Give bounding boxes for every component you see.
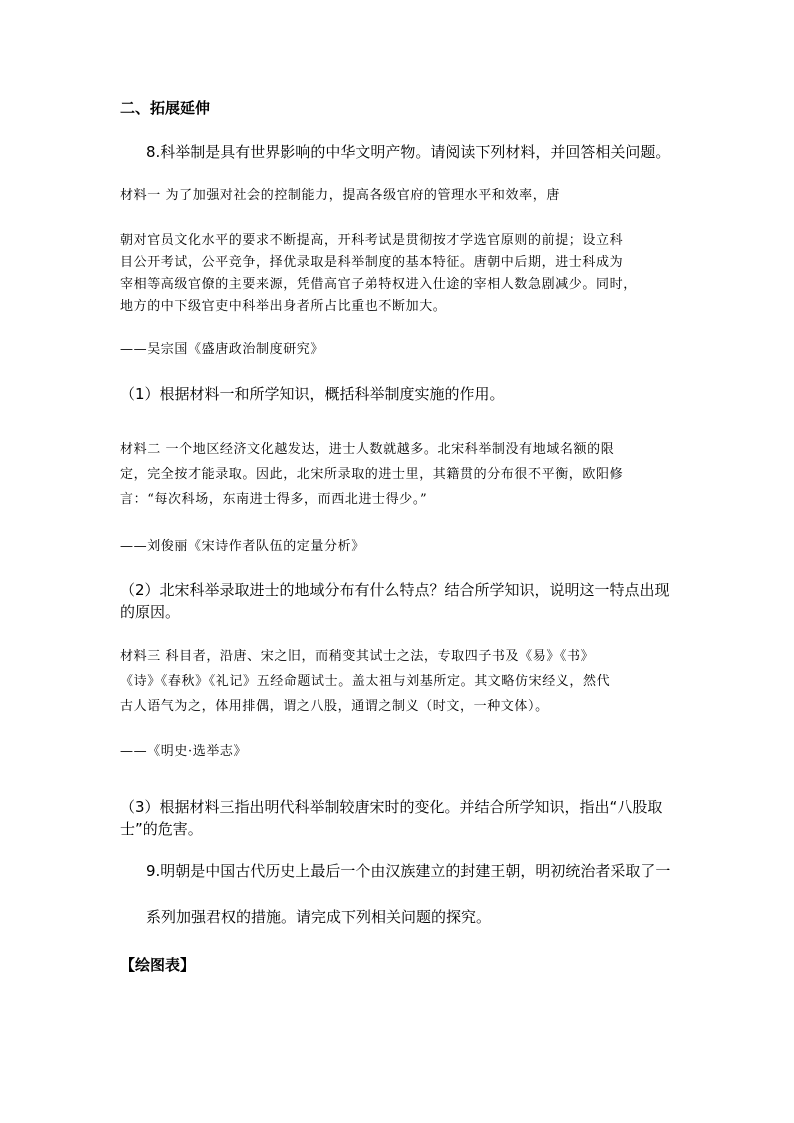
- material-3-source: ——《明史·选举志》: [120, 744, 248, 759]
- material-2-source: ——刘俊丽《宋诗作者队伍的定量分析》: [120, 539, 365, 554]
- question-9-line-1: 9.明朝是中国古代历史上最后一个由汉族建立的封建王朝，明初统治者采取了一: [146, 862, 671, 880]
- material-1-first-line: 材料一 为了加强对社会的控制能力，提高各级官府的管理水平和效率，唐: [120, 188, 560, 203]
- question-8-3-line-1: （3）根据材料三指出明代科举制较唐宋时的变化。并结合所学知识，指出“八股取: [120, 798, 663, 816]
- material-1-source: ——吴宗国《盛唐政治制度研究》: [120, 342, 325, 357]
- material-3-line-1: 材料三 科目者，沿唐、宋之旧，而稍变其试士之法，专取四子书及《易》《书》: [120, 649, 595, 664]
- material-1-line-2: 目公开考试，公平竞争，择优录取是科举制度的基本特征。唐朝中后期，进士科成为: [120, 255, 624, 270]
- question-8-3: [120, 796, 676, 840]
- material-1-body: [120, 230, 676, 318]
- material-3-line-3: 古人语气为之，体用排偶，谓之八股，通谓之制义（时文，一种文体）。: [120, 699, 549, 714]
- material-1-line-4: 地方的中下级官吏中科举出身者所占比重也不断加大。: [120, 299, 447, 314]
- question-8-2-line-1: （2）北宋科举录取进士的地域分布有什么特点？结合所学知识，说明这一特点出现: [120, 581, 670, 599]
- material-2-line-2: 定，完全按才能录取。因此，北宋所录取的进士里，其籍贯的分布很不平衡，欧阳修: [120, 467, 624, 482]
- question-8-2-line-2: 的原因。: [120, 603, 181, 621]
- material-2: [120, 437, 676, 512]
- question-9-line-2: 系列加强君权的措施。请完成下列相关问题的探究。: [146, 908, 492, 926]
- material-1-line-3: 宰相等高级官僚的主要来源，凭借高官子弟特权进入仕途的宰相人数急剧减少。同时，: [120, 277, 637, 292]
- section-heading: 二、拓展延伸: [120, 99, 211, 117]
- question-8-1: （1）根据材料一和所学知识，概括科举制度实施的作用。: [120, 385, 505, 403]
- question-8-intro: 8.科举制是具有世界影响的中华文明产物。请阅读下列材料，并回答相关问题。: [146, 143, 671, 161]
- material-2-line-1: 材料二 一个地区经济文化越发达，进士人数就越多。北宋科举制没有地域名额的限: [120, 442, 615, 457]
- question-8-2: [120, 579, 676, 623]
- draw-table-heading: 【绘图表】: [120, 956, 196, 974]
- question-8-3-line-2: 士”的危害。: [120, 820, 203, 838]
- material-2-line-3: 言：“每次科场，东南进士得多，而西北进士得少。”: [120, 492, 428, 507]
- material-1-line-1: 朝对官员文化水平的要求不断提高，开科考试是贯彻按才学选官原则的前提；设立科: [120, 233, 624, 248]
- material-3: [120, 644, 676, 719]
- material-3-line-2: 《诗》《春秋》《礼记》五经命题试士。盖太祖与刘基所定。其文略仿宋经义，然代: [120, 674, 611, 689]
